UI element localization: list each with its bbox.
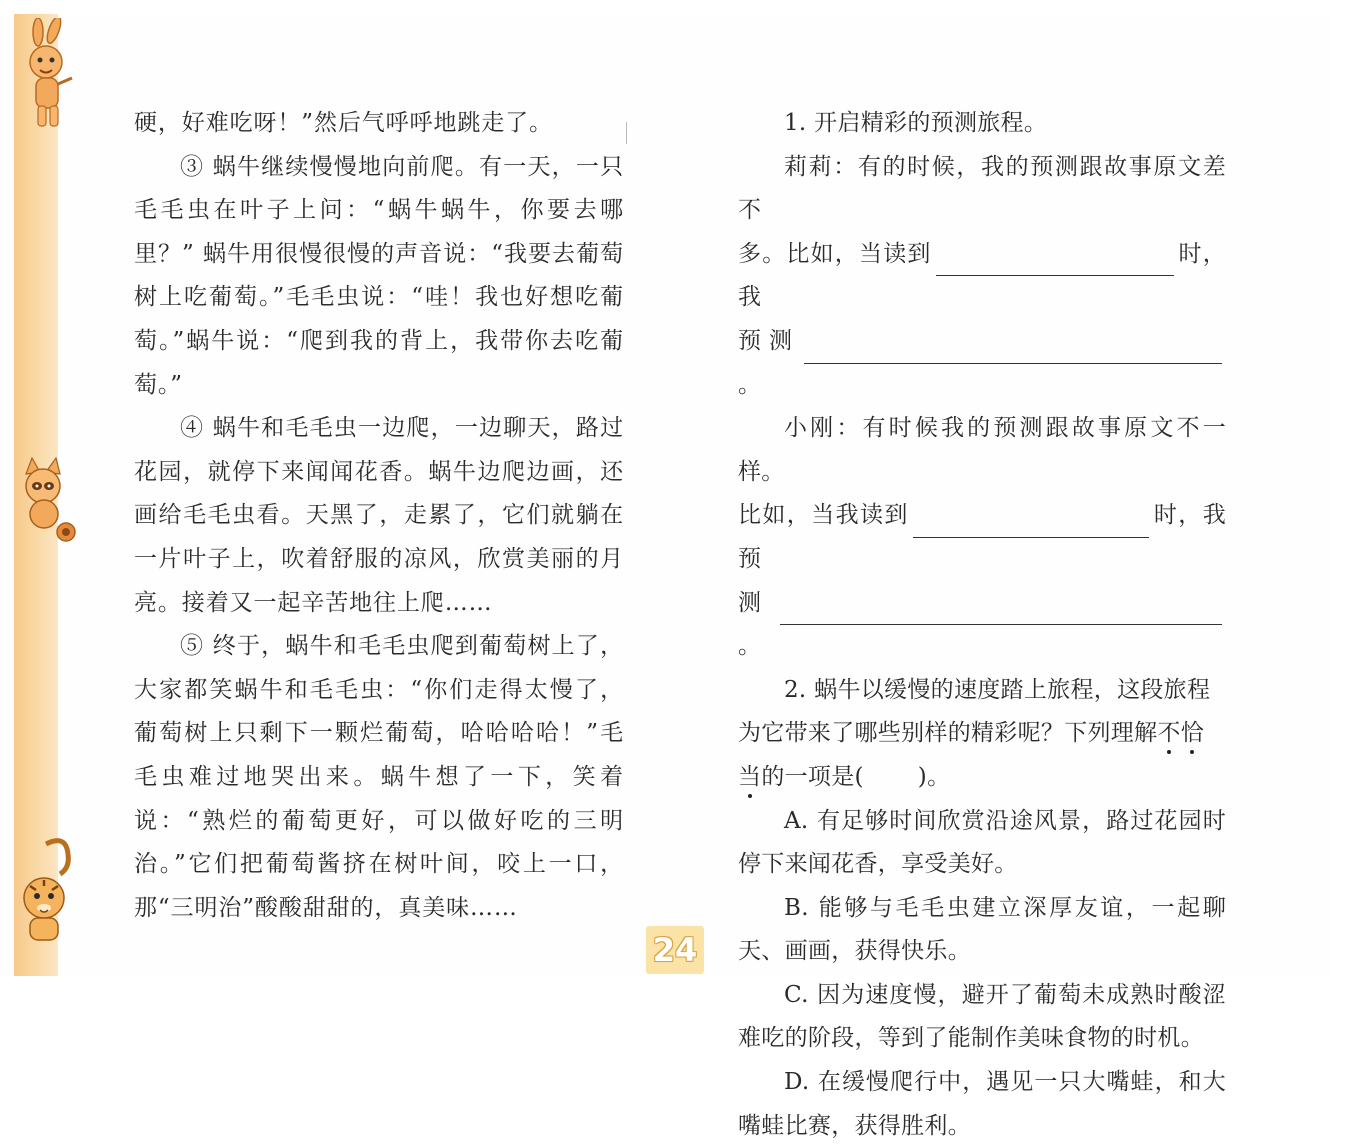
option-d: D. 在缓慢爬行中，遇见一只大嘴蛙，和大嘴蛙比赛，获得胜利。 [738, 1069, 1226, 1139]
answer-blank-xiaogang-predict[interactable] [780, 598, 1222, 625]
xiaogang-line-2 [738, 494, 1226, 581]
workbook-page [14, 14, 1332, 1139]
emphasis-char: 当 [738, 763, 762, 790]
story-paragraph: ④ 蜗牛和毛毛虫一边爬，一边聊天，路过花园，就停下来闻闻花香。蜗牛边爬边画，还画给毛毛虫看。天黑了，走累了，它们就躺在一片叶子上，吹着舒服的凉风，欣赏美丽的月亮。接着又一起辛苦地往上爬…… [134, 415, 624, 616]
question-1-title: 1. 开启精彩的预测旅程。 [784, 110, 1048, 136]
answer-blank-lili-read[interactable] [936, 249, 1174, 276]
answer-blank-lili-predict[interactable] [804, 337, 1222, 364]
lili-line-2 [738, 233, 1226, 320]
story-paragraph: ⑤ 终于，蜗牛和毛毛虫爬到葡萄树上了，大家都笑蜗牛和毛毛虫：“你们走得太慢了，葡萄树上只剩下一颗烂葡萄，哈哈哈哈！”毛毛虫难过地哭出来。蜗牛想了一下，笑着说：“熟烂的葡萄更好，可以做好吃的三明治。”它们把葡萄酱挤在树叶间，咬上一口，那“三明治”酸酸甜甜的，真美味…… [134, 633, 624, 921]
emphasis-char: 恰 [1180, 720, 1205, 747]
lili-text-2b: 时，我 [738, 240, 1226, 311]
answer-blank-xiaogang-read[interactable] [913, 511, 1149, 538]
raccoon-mascot-icon [16, 454, 80, 544]
lili-text-3a: 预测 [738, 327, 800, 354]
questions-column [738, 102, 1226, 1148]
xiaogang-text-2b: 时，我预 [738, 502, 1226, 572]
xiaogang-line-3 [738, 582, 1226, 669]
lili-text-3b: 。 [738, 371, 762, 398]
lili-text-2a: 多。比如，当读到 [738, 240, 932, 267]
question-2-line-3 [738, 756, 1226, 800]
option-b: B. 能够与毛毛虫建立深厚友谊，一起聊天、画画，获得快乐。 [738, 894, 1226, 965]
story-paragraph: 硬，好难吃呀！”然后气呼呼地跳走了。 [134, 110, 553, 136]
rabbit-mascot-icon [16, 18, 80, 138]
story-text-column [134, 102, 624, 930]
xiaogang-text-2a: 比如，当我读到 [738, 502, 909, 529]
question-2-line-1: 2. 蜗牛以缓慢的速度踏上旅程，这段旅程 [784, 676, 1211, 703]
page-number: 24 [646, 926, 704, 974]
xiaogang-text-3a: 测 [738, 589, 776, 616]
emphasis-char: 不 [1157, 720, 1181, 747]
lili-line-3 [738, 320, 1226, 407]
question-2-line-2 [738, 712, 1226, 756]
question-2-text: 为它带来了哪些别样的精彩呢？下列理解 [738, 720, 1158, 747]
xiaogang-text-3b: 。 [738, 633, 762, 660]
option-a: A. 有足够时间欣赏沿途风景，路过花园时停下来闻花香，享受美好。 [738, 807, 1226, 878]
question-2-text: )。 [917, 763, 951, 790]
story-paragraph: ③ 蜗牛继续慢慢地向前爬。有一天，一只毛毛虫在叶子上问：“蜗牛蜗牛，你要去哪里？” 蜗牛用很慢很慢的声音说：“我要去葡萄树上吃葡萄。”毛毛虫说：“哇！我也好想吃葡萄。”蜗牛说：“爬到我的背上，我带你去吃葡萄。” [134, 153, 624, 398]
option-c: C. 因为速度慢，避开了葡萄未成熟时酸涩难吃的阶段，等到了能制作美味食物的时机。 [738, 981, 1226, 1052]
lili-line-1: 莉莉：有的时候，我的预测跟故事原文差不 [738, 153, 1226, 224]
question-2-text: 的一项是( [761, 763, 864, 790]
xiaogang-line-1: 小刚：有时候我的预测跟故事原文不一样。 [738, 415, 1226, 485]
fold-tick-mark [626, 122, 627, 144]
tiger-mascot-icon [16, 834, 80, 944]
